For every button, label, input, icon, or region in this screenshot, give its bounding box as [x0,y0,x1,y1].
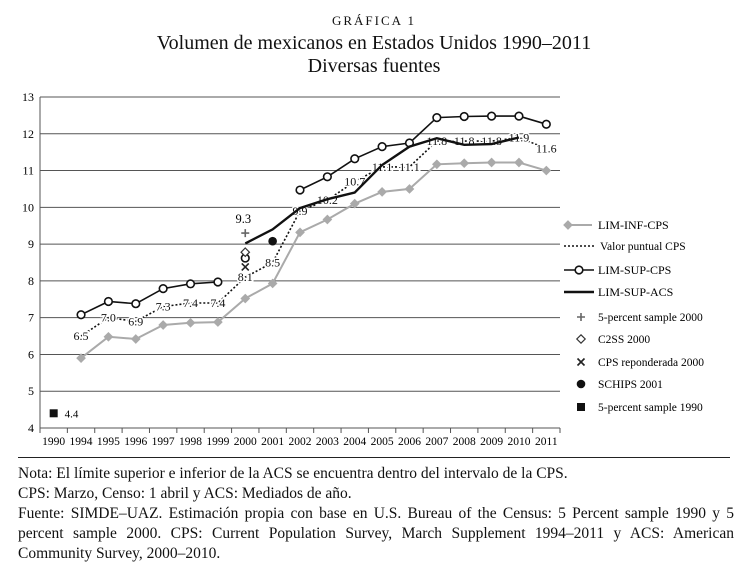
data-label: 11.8 [426,134,448,149]
data-point-lim-inf-cps [351,200,359,208]
note-line: Fuente: SIMDE–UAZ. Estimación propia con base en U.S. Bureau of the Census: 5 Percent sample 1990 y 5 percent sample 2000. CPS: Current Population Survey, March Supplement 1994–2011 y ACS: American Community Survey, 2000–2010. [18,505,734,562]
data-point-lim-inf-cps [296,228,304,236]
data-point-lim-sup-cps [159,285,167,293]
x-tick-label: 1995 [96,436,120,448]
data-point-lim-inf-cps [323,215,331,223]
data-label: 11.9 [508,130,530,145]
y-tick-label: 13 [22,90,34,104]
x-tick-label: 1990 [42,436,66,448]
x-tick-label: 1999 [206,436,230,448]
data-label: 11.6 [536,141,557,156]
data-label: 8.1 [237,270,253,285]
x-tick-label: 2010 [507,436,531,448]
data-point-lim-sup-cps [132,300,140,308]
data-point-lim-inf-cps [542,167,550,175]
legend-label: 5-percent sample 1990 [598,402,703,414]
y-tick-label: 9 [28,237,34,252]
x-tick-label: 1996 [124,436,148,448]
legend-label: LIM-INF-CPS [598,218,669,232]
data-point-lim-sup-cps [187,280,195,288]
legend-label: CPS reponderada 2000 [598,357,705,369]
y-tick-label: 5 [28,384,34,399]
legend-label: 5-percent sample 2000 [598,312,703,324]
x-tick-label: 1998 [179,436,203,448]
figure-label: GRÁFICA 1 [331,13,417,28]
data-label: 6.5 [73,329,89,344]
data-label: 8.5 [265,255,281,270]
data-point-lim-sup-cps [105,298,113,306]
x-tick-label: 2000 [233,436,257,448]
legend-marker [577,380,586,389]
legend-label: Valor puntual CPS [600,241,686,253]
data-label: 7.3 [155,299,171,314]
x-tick-label: 2011 [535,436,558,448]
notes [18,464,734,564]
data-label: 11.8 [481,134,502,149]
data-point-lim-inf-cps [159,321,167,329]
point-plus [241,229,249,237]
point-label: 4.4 [64,408,79,421]
legend-marker [575,266,583,274]
chart-title: Volumen de mexicanos en Estados Unidos 1990–2011 [156,32,592,54]
data-point-lim-sup-cps [214,278,222,286]
data-point-lim-sup-cps [324,173,332,181]
data-point-lim-inf-cps [378,188,386,196]
legend-label: SCHIPS 2001 [598,379,663,391]
series-line-valor-puntual [81,138,546,337]
x-tick-label: 2004 [343,436,367,448]
data-point-lim-sup-cps [378,143,386,151]
data-label: 10.2 [316,192,338,207]
data-point-lim-inf-cps [132,335,140,343]
data-label: 7.0 [100,310,116,325]
data-label: 11.8 [453,134,475,149]
y-tick-label: 10 [22,200,34,215]
data-point-lim-sup-cps [543,120,551,128]
data-label: 7.4 [210,295,226,310]
divider [18,457,730,458]
x-tick-label: 2007 [425,436,449,448]
note-line: Nota: El límite superior e inferior de la ACS se encuentra dentro del intervalo de la CPS. [18,465,568,482]
data-point-lim-sup-cps [515,112,523,120]
data-label: 11.1 [399,159,420,174]
legend-marker [577,403,585,411]
data-point-lim-inf-cps [460,159,468,167]
y-tick-label: 6 [28,347,34,362]
y-tick-label: 7 [28,310,34,325]
y-tick-label: 4 [28,421,34,435]
legend-marker [564,221,572,229]
data-point-lim-inf-cps [515,158,523,166]
y-tick-label: 11 [22,163,34,178]
note-line: CPS: Marzo, Censo: 1 abril y ACS: Mediados de año. [18,485,352,502]
legend-marker [577,335,585,343]
x-tick-label: 1994 [69,436,93,448]
legend-label: C2SS 2000 [598,334,651,346]
data-label: 10.7 [344,174,366,189]
y-tick-label: 12 [22,126,34,141]
data-point-lim-sup-cps [488,112,496,120]
x-tick-label: 2005 [370,436,394,448]
point-square-filled [50,409,58,417]
data-label: 11.1 [371,159,393,174]
data-point-lim-sup-cps [351,155,359,163]
data-label: 7.4 [183,295,199,310]
data-label: 6.9 [128,314,144,329]
legend-label: LIM-SUP-ACS [598,285,674,299]
legend-label: LIM-SUP-CPS [598,263,672,277]
x-tick-label: 2003 [315,436,339,448]
point-circle-filled [268,237,277,246]
legend-marker [577,313,585,321]
x-tick-label: 2009 [480,436,504,448]
legend-marker [578,359,585,366]
data-point-lim-sup-cps [433,114,441,122]
x-tick-label: 2002 [288,436,312,448]
y-tick-label: 8 [28,273,34,288]
data-point-lim-sup-cps [77,311,85,319]
series-line-lim-inf-cps [81,163,546,359]
point-label: 9.3 [235,212,252,227]
x-tick-label: 2008 [452,436,476,448]
x-tick-label: 2001 [261,436,285,448]
data-point-lim-inf-cps [187,319,195,327]
x-tick-label: 1997 [151,436,175,448]
data-point-lim-sup-cps [296,186,304,194]
data-point-lim-sup-cps [460,113,468,121]
x-tick-label: 2006 [397,436,421,448]
data-point-lim-inf-cps [488,158,496,166]
chart-subtitle: Diversas fuentes [307,55,441,77]
data-label: 9.9 [292,204,308,219]
